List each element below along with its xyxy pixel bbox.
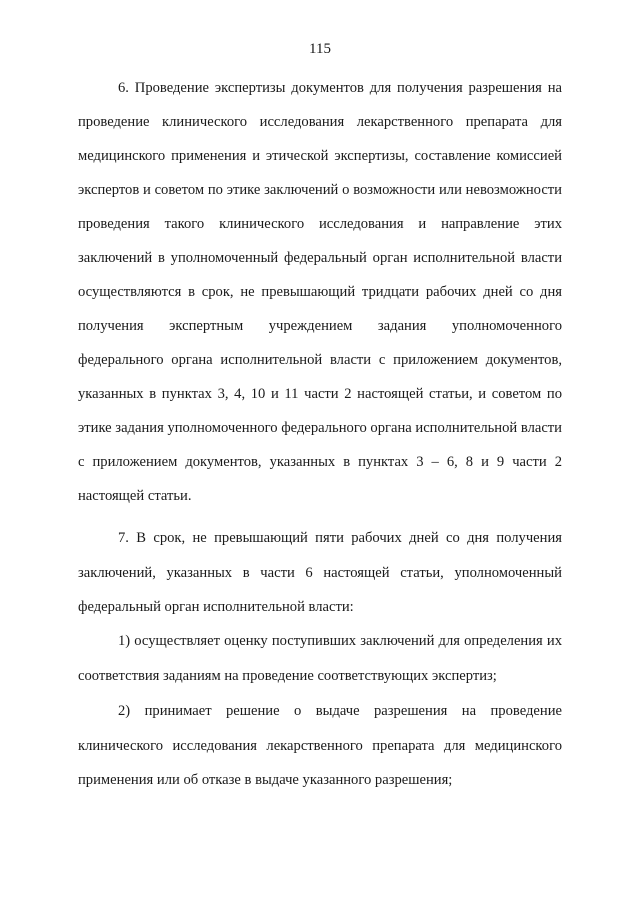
paragraph-6: 6. Проведение экспертизы документов для получения разрешения на проведение клинического исследования лекарственного препарата для медицинского применения и этической экспертизы, составление комиссией экспертов и советом по этике заключений о возможности или невозможности проведения такого клинического исследования и направление этих заключений в уполномоченный федеральный орган исполнительной власти осуществляются в срок, не превышающий тридцати рабочих дней со дня получения экспертным учреждением задания уполномоченного федерального органа исполнительной власти с приложением документов, указанных в пунктах 3, 4, 10 и 11 части 2 настоящей статьи, и советом по этике задания уполномоченного федерального органа исполнительной власти с приложением документов, указанных в пунктах 3 – 6, 8 и 9 части 2 настоящей статьи.: [78, 80, 562, 504]
page-number: 115: [309, 41, 331, 57]
paragraph-7-item-1: 1) осуществляет оценку поступивших заключений для определения их соответствия заданиям на проведение соответствующих экспертиз;: [78, 633, 562, 684]
paragraph-7-item-2: 2) принимает решение о выдаче разрешения на проведение клинического исследования лекарственного препарата для медицинского применения или об отказе в выдаче указанного разрешения;: [78, 703, 562, 788]
paragraph-7: 7. В срок, не превышающий пяти рабочих дней со дня получения заключений, указанных в части 6 настоящей статьи, уполномоченный федеральный орган исполнительной власти:: [78, 530, 562, 615]
